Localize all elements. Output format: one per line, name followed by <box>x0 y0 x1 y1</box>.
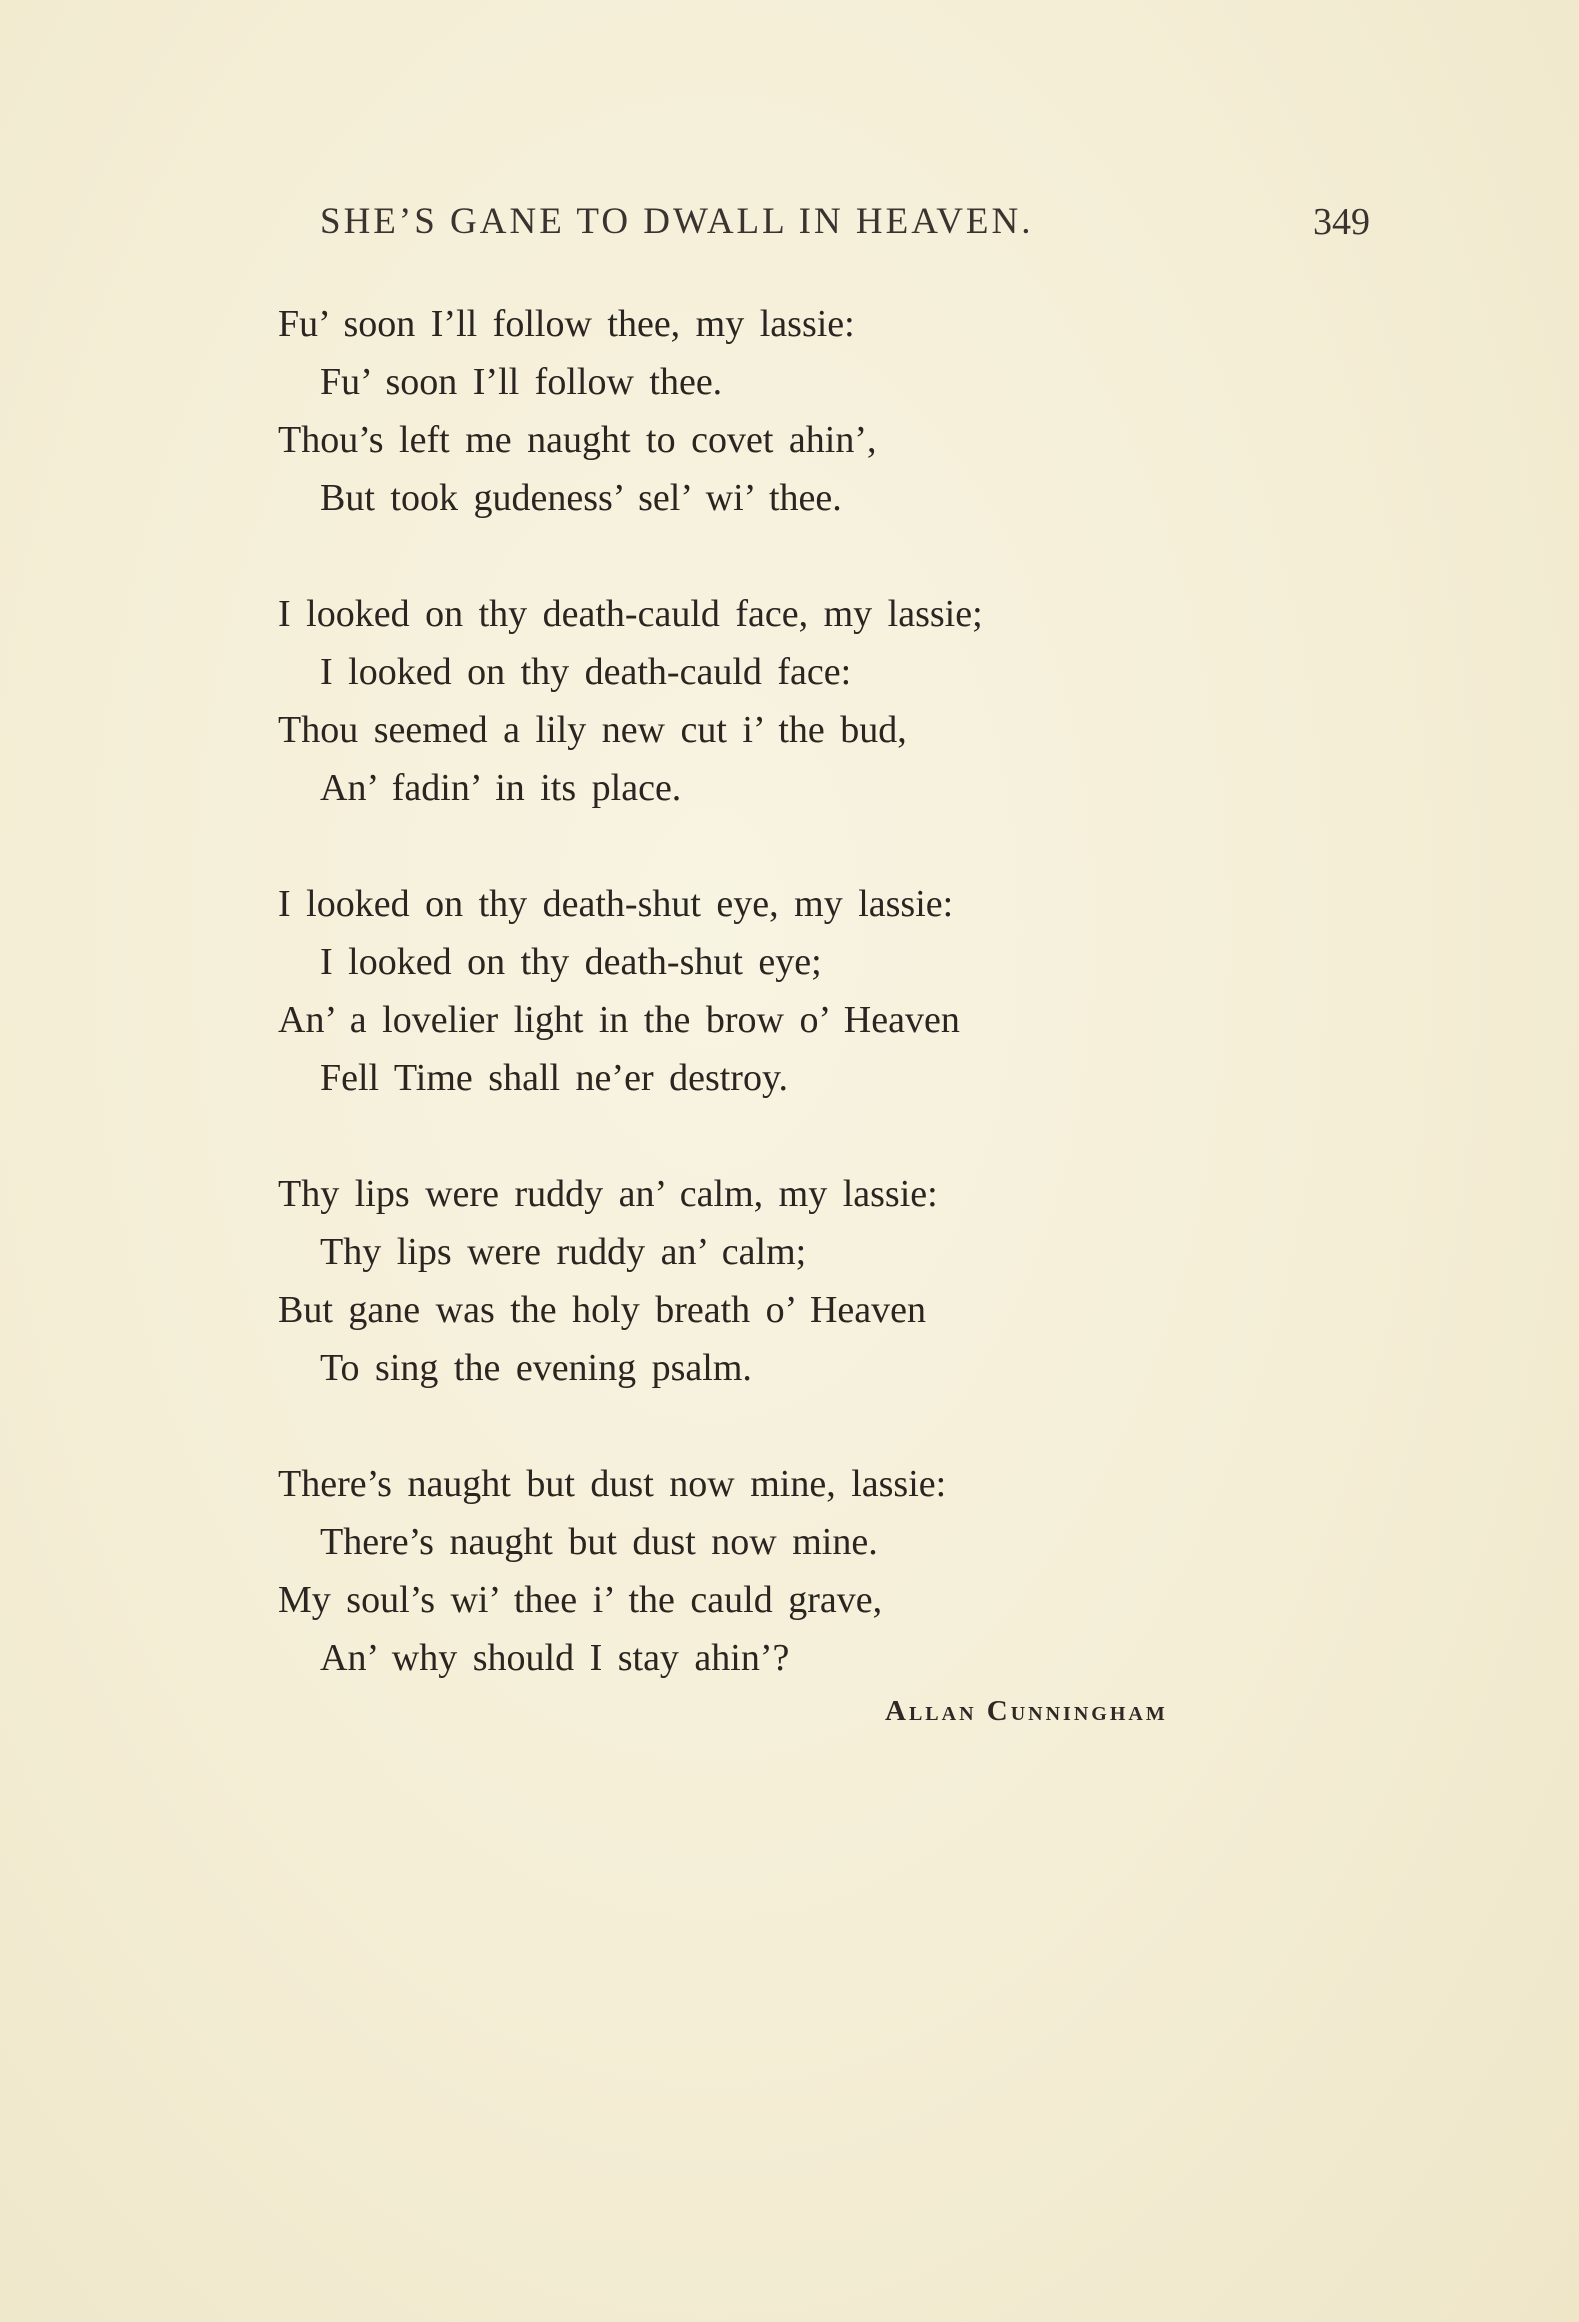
poem-line: There’s naught but dust now mine, lassie: <box>278 1463 947 1505</box>
poem-line: My soul’s wi’ thee i’ the cauld grave, <box>278 1579 883 1621</box>
running-title: SHE’S GANE TO DWALL IN HEAVEN. <box>320 201 1034 242</box>
poem <box>278 295 1278 1745</box>
page-number: 349 <box>1313 201 1370 243</box>
author-attribution: Allan Cunningham <box>885 1695 1168 1727</box>
running-head <box>320 200 1370 250</box>
poem-line: I looked on thy death-cauld face, my lassie; <box>278 593 983 635</box>
stanza-3 <box>278 875 1278 1107</box>
poem-line: Fu’ soon I’ll follow thee, my lassie: <box>278 303 855 345</box>
stanza-4 <box>278 1165 1278 1397</box>
stanza-2 <box>278 585 1278 817</box>
poem-line: An’ why should I stay ahin’? <box>320 1637 790 1679</box>
poem-line: Fu’ soon I’ll follow thee. <box>320 361 723 403</box>
stanza-1 <box>278 295 1278 527</box>
poem-line: Thy lips were ruddy an’ calm; <box>320 1231 807 1273</box>
poem-line: Fell Time shall ne’er destroy. <box>320 1057 788 1099</box>
poem-line: I looked on thy death-shut eye; <box>320 941 822 983</box>
poem-line: Thy lips were ruddy an’ calm, my lassie: <box>278 1173 938 1215</box>
poem-line: An’ a lovelier light in the brow o’ Heaven <box>278 999 960 1041</box>
poem-line: I looked on thy death-shut eye, my lassie: <box>278 883 954 925</box>
poem-line: I looked on thy death-cauld face: <box>320 651 852 693</box>
poem-line: But gane was the holy breath o’ Heaven <box>278 1289 927 1331</box>
stanza-5 <box>278 1455 1278 1687</box>
poem-line: But took gudeness’ sel’ wi’ thee. <box>320 477 842 519</box>
poem-line: There’s naught but dust now mine. <box>320 1521 878 1563</box>
poem-line: To sing the evening psalm. <box>320 1347 752 1389</box>
poem-line: Thou’s left me naught to covet ahin’, <box>278 419 877 461</box>
poem-line: An’ fadin’ in its place. <box>320 767 682 809</box>
poem-line: Thou seemed a lily new cut i’ the bud, <box>278 709 907 751</box>
